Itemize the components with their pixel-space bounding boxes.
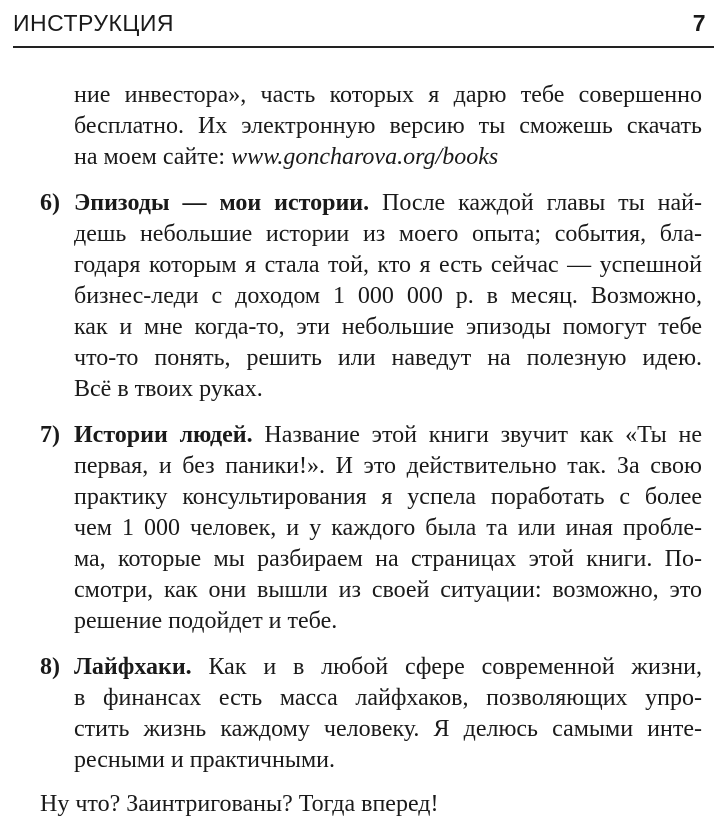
text-line: стить жизнь каждому человеку. Я делюсь самыми инте- (74, 716, 702, 742)
item-number: 6) (40, 190, 60, 216)
item-first-line-rest: После каждой главы ты най- (369, 190, 702, 216)
item-number: 7) (40, 422, 60, 448)
text-line: ресными и практичными. (74, 747, 335, 773)
url-prefix: на моем сайте: (74, 144, 232, 170)
text-line: решение подойдет и тебе. (74, 608, 338, 634)
text-line: дешь небольшие истории из моего опыта; события, бла- (74, 221, 702, 247)
page-body (40, 80, 702, 820)
page-number: 7 (692, 10, 706, 36)
text-line (74, 188, 702, 219)
text-line (74, 652, 702, 683)
text-line: смотри, как они вышли из своей ситуации: возможно, это (74, 577, 702, 603)
text-line: в финансах есть масса лайфхаков, позволяющих упро- (74, 685, 702, 711)
text-line (74, 420, 702, 451)
text-line: первая, и без паники!». И это действительно так. За свою (74, 453, 702, 479)
text-line: что-то понять, решить или наведут на полезную идею. (74, 345, 702, 371)
closing-line: Ну что? Заинтригованы? Тогда вперед! (40, 791, 439, 817)
list-item-8 (40, 652, 702, 776)
text-line: чем 1 000 человек, и у каждого была та или иная пробле- (74, 515, 702, 541)
item-first-line-rest: Название этой книги звучит как «Ты не (252, 422, 702, 448)
item-first-line-rest: Как и в любой сфере современной жизни, (191, 654, 702, 680)
item-lead: Истории людей. (74, 422, 253, 448)
text-line: практику консультирования я успела поработать с более (74, 484, 702, 510)
header-divider (13, 46, 714, 48)
item-number: 8) (40, 654, 60, 680)
website-url: www.goncharova.org/books (231, 144, 499, 170)
item-lead: Лайфхаки. (74, 654, 192, 680)
text-line (74, 142, 702, 173)
text-line: бизнес-леди с доходом 1 000 000 р. в месяц. Возможно, (74, 283, 702, 309)
item-lead: Эпизоды — мои истории. (74, 190, 370, 216)
text-line: ние инвестора», часть которых я дарю тебе совершенно (74, 82, 702, 108)
intro-paragraph (74, 80, 702, 173)
running-header (13, 6, 712, 44)
list-item-6 (40, 188, 702, 405)
text-line: ма, которые мы разбираем на страницах этой книги. По- (74, 546, 702, 572)
text-line: годаря которым я стала той, кто я есть сейчас — успешной (74, 252, 702, 278)
text-line: Всё в твоих руках. (74, 376, 263, 402)
text-line: как и мне когда-то, эти небольшие эпизоды помогут тебе (74, 314, 702, 340)
chapter-title: ИНСТРУКЦИЯ (13, 10, 175, 36)
text-line: бесплатно. Их электронную версию ты сможешь скачать (74, 113, 702, 139)
list-item-7 (40, 420, 702, 637)
